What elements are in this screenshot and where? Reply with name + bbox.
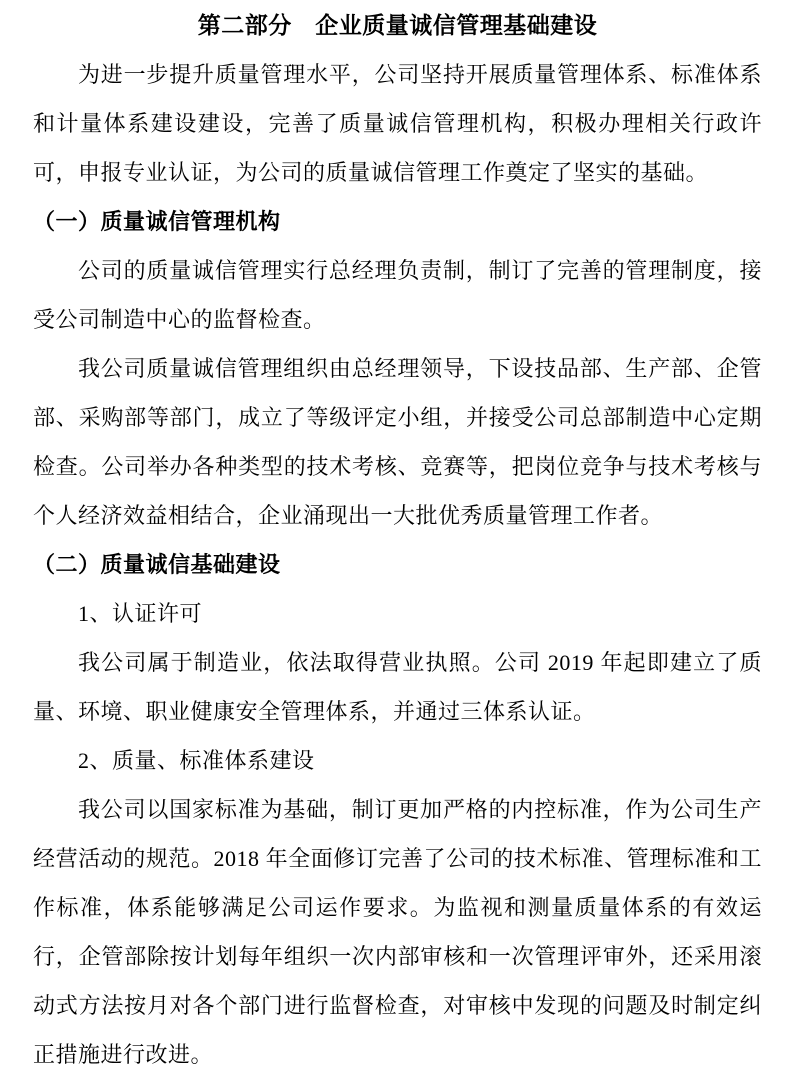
- paragraph-management-system: 公司的质量诚信管理实行总经理负责制，制订了完善的管理制度，接受公司制造中心的监督检查。: [33, 258, 762, 332]
- subheading-certification: 1、认证许可: [78, 601, 203, 626]
- subheading-standards: 2、质量、标准体系建设: [78, 748, 315, 773]
- paragraph-intro: 为进一步提升质量管理水平，公司坚持开展质量管理体系、标准体系和计量体系建设建设，完善了质量诚信管理机构，积极办理相关行政许可，申报专业认证，为公司的质量诚信管理工作奠定了坚实的基础。: [33, 62, 762, 185]
- paragraph-standards: 我公司以国家标准为基础，制订更加严格的内控标准，作为公司生产经营活动的规范。2018 年全面修订完善了公司的技术标准、管理标准和工作标准，体系能够满足公司运作要求。为监视和测量质量体系的有效运行，企管部除按计划每年组织一次内部审核和一次管理评审外，还采用滚动式方法按月对各个部门进行监督检查，对审核中发现的问题及时制定纠正措施进行改进。: [33, 797, 762, 1067]
- paragraph-certification: 我公司属于制造业，依法取得营业执照。公司 2019 年起即建立了质量、环境、职业健康安全管理体系，并通过三体系认证。: [33, 650, 762, 724]
- paragraph-organization: 我公司质量诚信管理组织由总经理领导，下设技品部、生产部、企管部、采购部等部门，成立了等级评定小组，并接受公司总部制造中心定期检查。公司举办各种类型的技术考核、竞赛等，把岗位竞争与技术考核与个人经济效益相结合，企业涌现出一大批优秀质量管理工作者。: [33, 356, 762, 528]
- section-heading-2: （二）质量诚信基础建设: [33, 552, 281, 577]
- page-title: 第二部分 企业质量诚信管理基础建设: [197, 13, 598, 38]
- section-heading-1: （一）质量诚信管理机构: [33, 209, 281, 234]
